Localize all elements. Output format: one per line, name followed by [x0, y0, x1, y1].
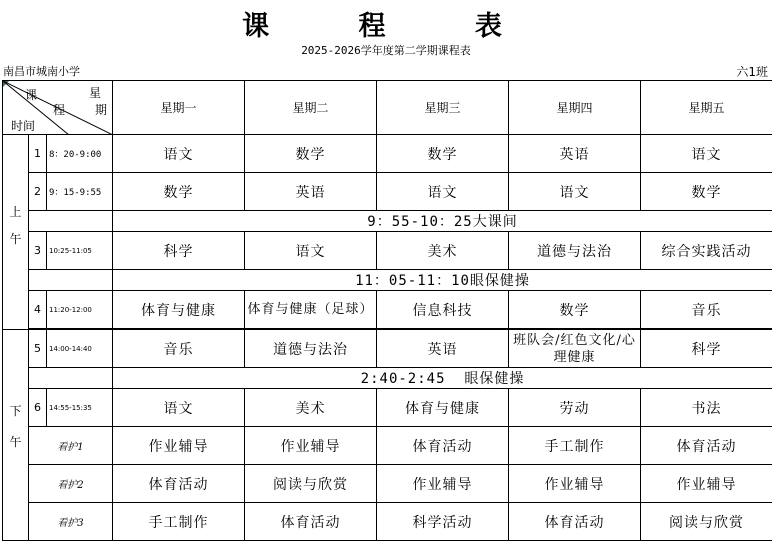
subject-cell: 体育活动	[245, 503, 377, 541]
period-time: 11:20-12:00	[47, 291, 113, 329]
subject-cell: 科学	[641, 330, 772, 368]
subject-cell: 音乐	[113, 330, 245, 368]
eye-exercise-pm-label: 2:40-2:45 眼保健操	[113, 368, 772, 389]
break-row	[3, 211, 772, 232]
subject-cell: 班队会/红色文化/心理健康	[509, 330, 641, 368]
table-row	[3, 232, 772, 270]
table-row	[3, 173, 772, 211]
period-number: 2	[29, 173, 47, 211]
subject-cell: 科学活动	[377, 503, 509, 541]
eye-exercise-am-label: 11：05-11：10眼保健操	[113, 270, 772, 291]
subject-cell: 语文	[377, 173, 509, 211]
subject-cell: 科学	[113, 232, 245, 270]
period-time: 14:00-14:40	[47, 330, 113, 368]
big-break-label: 9：55-10：25大课间	[113, 211, 772, 232]
subject-cell: 数学	[377, 135, 509, 173]
day-header-mon: 星期一	[113, 81, 245, 135]
subject-cell: 手工制作	[113, 503, 245, 541]
subject-cell: 数学	[113, 173, 245, 211]
day-header-thu: 星期四	[509, 81, 641, 135]
subject-cell: 道德与法治	[509, 232, 641, 270]
subject-cell: 体育活动	[377, 427, 509, 465]
day-header-wed: 星期三	[377, 81, 509, 135]
page-title: 课 程 表	[0, 4, 772, 43]
period-time: 10:25-11:05	[47, 232, 113, 270]
table-row	[3, 135, 772, 173]
subject-cell: 作业辅导	[113, 427, 245, 465]
period-number: 5	[29, 330, 47, 368]
subject-cell: 体育与健康	[377, 389, 509, 427]
subject-cell: 体育活动	[113, 465, 245, 503]
subject-cell: 数学	[509, 291, 641, 329]
care-label: 看护1	[29, 427, 113, 465]
subject-cell: 劳动	[509, 389, 641, 427]
subject-cell: 英语	[377, 330, 509, 368]
subject-cell: 作业辅导	[509, 465, 641, 503]
subject-cell: 阅读与欣赏	[245, 465, 377, 503]
session-afternoon: 下 午	[3, 330, 29, 541]
table-row	[3, 503, 772, 541]
subject-cell: 数学	[245, 135, 377, 173]
subject-cell: 美术	[245, 389, 377, 427]
corner-cell	[3, 81, 113, 135]
day-header-fri: 星期五	[641, 81, 772, 135]
corner-time: 时间	[11, 117, 35, 134]
day-header-tue: 星期二	[245, 81, 377, 135]
subject-cell: 语文	[245, 232, 377, 270]
subject-cell: 语文	[509, 173, 641, 211]
class-name: 六1班	[736, 63, 768, 80]
subject-cell: 音乐	[641, 291, 772, 329]
table-row	[3, 389, 772, 427]
table-row	[3, 330, 772, 368]
header-row	[3, 81, 772, 135]
subject-cell: 作业辅导	[641, 465, 772, 503]
subject-cell: 作业辅导	[245, 427, 377, 465]
table-row	[3, 427, 772, 465]
subject-cell: 作业辅导	[377, 465, 509, 503]
subject-cell: 手工制作	[509, 427, 641, 465]
period-time: 9：15-9:55	[47, 173, 113, 211]
subject-cell: 语文	[113, 135, 245, 173]
subject-cell: 语文	[113, 389, 245, 427]
subject-cell: 综合实践活动	[641, 232, 772, 270]
table-row	[3, 291, 772, 329]
period-number: 1	[29, 135, 47, 173]
corner-week-1: 星	[89, 84, 101, 101]
period-time: 8：20-9:00	[47, 135, 113, 173]
subject-cell: 语文	[641, 135, 772, 173]
break-row	[3, 368, 772, 389]
period-number: 4	[29, 291, 47, 329]
subject-cell: 道德与法治	[245, 330, 377, 368]
subject-cell: 书法	[641, 389, 772, 427]
subject-cell: 数学	[641, 173, 772, 211]
subject-cell: 英语	[509, 135, 641, 173]
period-number: 6	[29, 389, 47, 427]
subject-cell: 体育与健康	[113, 291, 245, 329]
corner-course-1: 课	[25, 86, 37, 103]
page-subtitle: 2025-2026学年度第二学期课程表	[0, 42, 772, 58]
subject-cell: 英语	[245, 173, 377, 211]
subject-cell: 体育活动	[509, 503, 641, 541]
subject-cell: 阅读与欣赏	[641, 503, 772, 541]
care-label: 看护2	[29, 465, 113, 503]
school-name: 南昌市城南小学	[3, 63, 80, 79]
break-row	[3, 270, 772, 291]
subject-cell: 体育活动	[641, 427, 772, 465]
corner-course-2: 程	[53, 101, 65, 118]
session-morning: 上 午	[3, 135, 29, 330]
table-row	[3, 465, 772, 503]
subject-cell: 美术	[377, 232, 509, 270]
period-time: 14:55-15:35	[47, 389, 113, 427]
subject-cell: 体育与健康（足球）	[245, 291, 377, 329]
subject-cell: 信息科技	[377, 291, 509, 329]
corner-week-2: 期	[95, 101, 107, 118]
care-label: 看护3	[29, 503, 113, 541]
period-number: 3	[29, 232, 47, 270]
timetable	[2, 80, 772, 541]
